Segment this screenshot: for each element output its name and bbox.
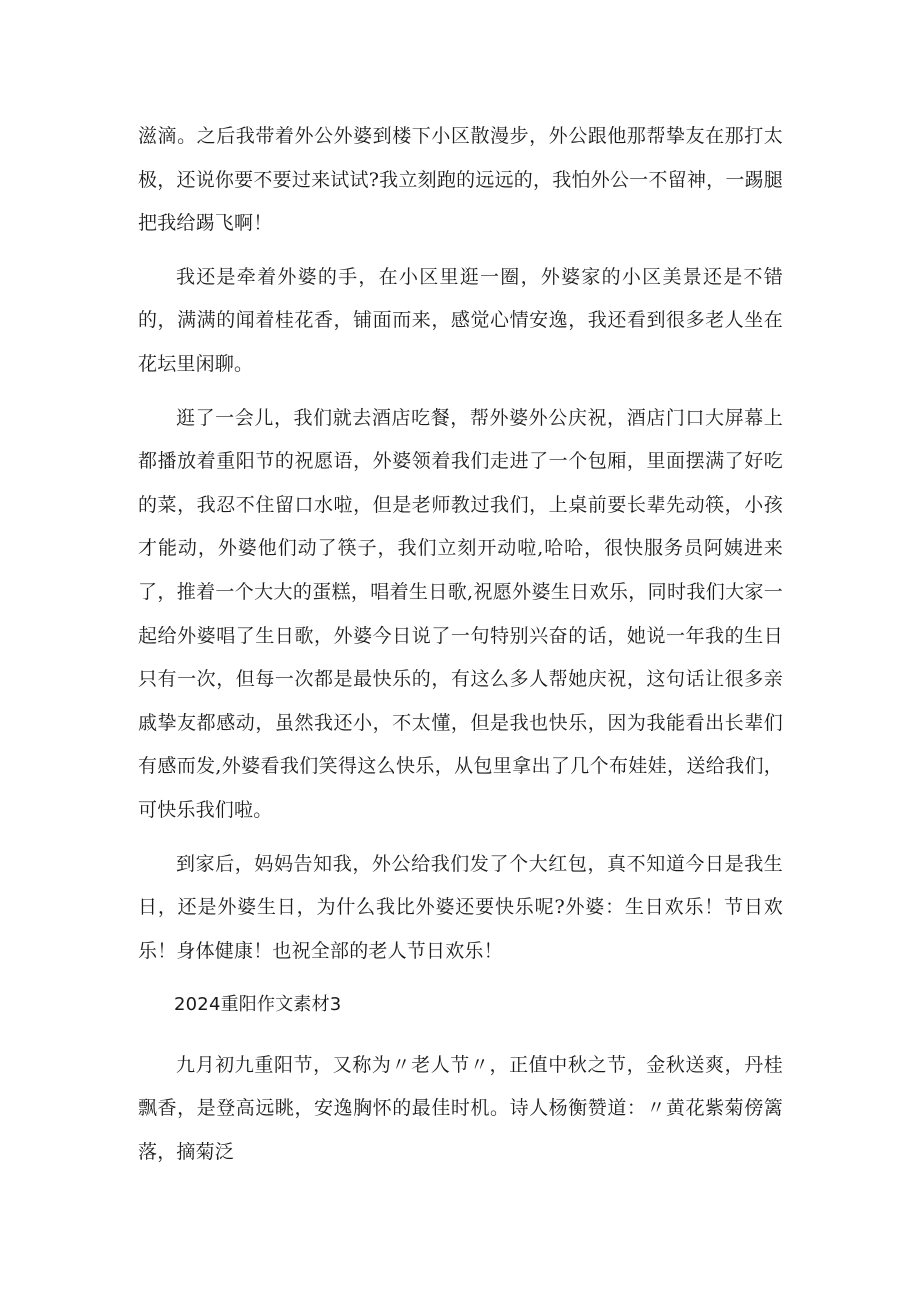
- paragraph: 逛了一会儿，我们就去酒店吃餐，帮外婆外公庆祝，酒店门口大屏幕上都播放着重阳节的祝愿语，外婆领着我们走进了一个包厢，里面摆满了好吃的菜，我忍不住留口水啦，但是老师教过我们，上桌前要长辈先动筷，小孩才能动，外婆他们动了筷子，我们立刻开动啦,哈哈，很快服务员阿姨进来了，推着一个大大的蛋糕，唱着生日歌,祝愿外婆生日欢乐，同时我们大家一起给外婆唱了生日歌，外婆今日说了一句特别兴奋的话，她说一年我的生日只有一次，但每一次都是最快乐的，有这么多人帮她庆祝，这句话让很多亲戚挚友都感动，虽然我还小，不太懂，但是我也快乐，因为我能看出长辈们有感而发,外婆看我们笑得这么快乐，从包里拿出了几个布娃娃，送给我们，可快乐我们啦。: [138, 406, 783, 821]
- paragraph: 到家后，妈妈告知我，外公给我们发了个大红包，真不知道今日是我生日，还是外婆生日，为什么我比外婆还要快乐呢?外婆：生日欢乐！节日欢乐！身体健康！也祝全部的老人节日欢乐！: [138, 852, 783, 962]
- document-body: [138, 115, 783, 1185]
- paragraph: 我还是牵着外婆的手，在小区里逛一圈，外婆家的小区美景还是不错的，满满的闻着桂花香，铺面而来，感觉心情安逸，我还看到很多老人坐在花坛里闲聊。: [138, 265, 783, 375]
- paragraph-continued: 滋滴。之后我带着外公外婆到楼下小区散漫步，外公跟他那帮挚友在那打太极，还说你要不要过来试试?我立刻跑的远远的，我怕外公一不留神，一踢腿把我给踢飞啊！: [138, 125, 783, 235]
- paragraph: 九月初九重阳节，又称为〃老人节〃，正值中秋之节，金秋送爽，丹桂飘香，是登高远眺，安逸胸怀的最佳时机。诗人杨衡赞道：〃黄花紫菊傍篱落，摘菊泛: [138, 1053, 783, 1164]
- section-heading: 2024重阳作文素材3: [174, 994, 342, 1016]
